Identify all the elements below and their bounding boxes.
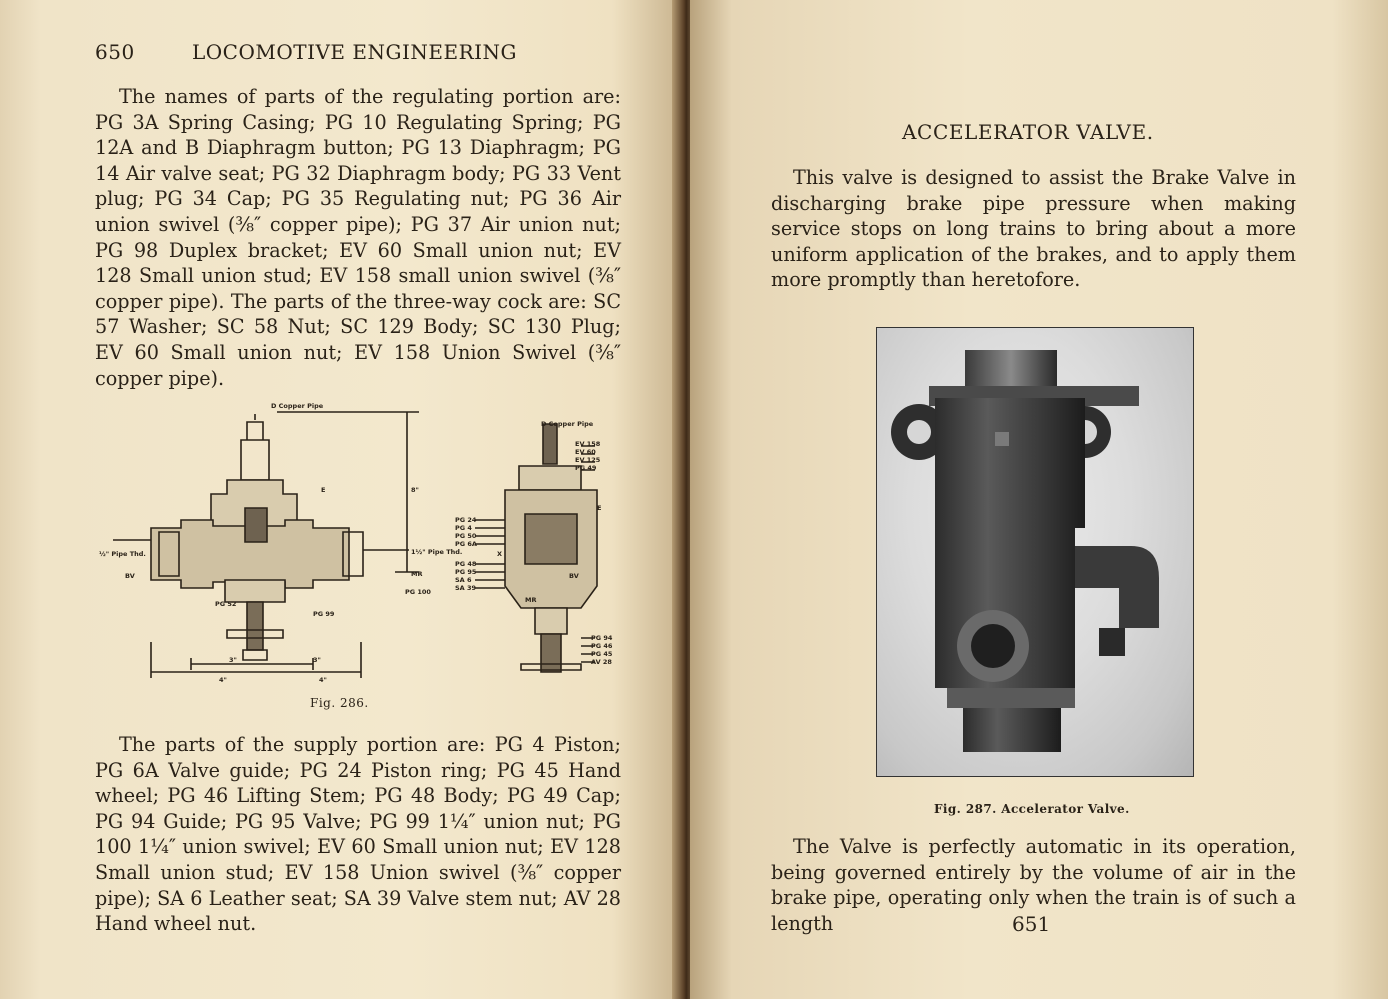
accelerator-intro-paragraph: This valve is designed to assist the Brake Valve in discharging brake pipe pressure when making service stops on long trains to bring about a more uniform application of the brakes, and to apply them more promptly than heretofore. bbox=[771, 166, 1296, 292]
running-title: LOCOMOTIVE ENGINEERING bbox=[192, 40, 518, 64]
fig-label-dim-8: 8" bbox=[411, 486, 419, 494]
figure-286-caption: Fig. 286. bbox=[310, 696, 369, 710]
fig-label-pg45: PG 45 bbox=[591, 650, 613, 658]
fig-label-mr: MR bbox=[411, 570, 423, 578]
fig-label-dim-4a: 4" bbox=[219, 676, 227, 684]
regulating-parts-paragraph: The names of parts of the regulating portion are: PG 3A Spring Casing; PG 10 Regulating Spring; PG 12A and B Diaphragm button; PG 13 Diaphragm; PG 14 Air valve seat; PG 32 Diaphragm body; PG 33 Vent plug; PG 34 Cap; PG 35 Regulating nut; PG 36 Air union swivel (⅜″ copper pipe); PG 37 Air union nut; PG 98 Duplex bracket; EV 60 Small union nut; EV 128 Small union stud; EV 158 small union swivel (⅜″ copper pipe). The parts of the three-way cock are: SC 57 Washer; SC 58 Nut; SC 129 Body; SC 130 Plug; EV 60 Small union nut; EV 158 Union Swivel (⅜″ copper pipe). bbox=[95, 85, 621, 390]
section-title: ACCELERATOR VALVE. bbox=[902, 120, 1154, 144]
figure-286-diagram bbox=[95, 396, 625, 692]
fig-label-av28: AV 28 bbox=[591, 658, 612, 666]
fig-label-sa6: SA 6 bbox=[455, 576, 472, 584]
left-page bbox=[0, 0, 680, 999]
fig-label-dim-3b: 3" bbox=[313, 656, 321, 664]
fig-label-pg50: PG 50 bbox=[455, 532, 477, 540]
fig-label-pg4: PG 4 bbox=[455, 524, 472, 532]
fig-label-pipe-tap-left: ½" Pipe Thd. bbox=[99, 550, 146, 558]
fig-label-ev158: EV 158 bbox=[575, 440, 601, 448]
fig-label-sa39: SA 39 bbox=[455, 584, 477, 592]
fig-label-pg94: PG 94 bbox=[591, 634, 613, 642]
fig-label-pg48: PG 48 bbox=[455, 560, 477, 568]
fig-label-e2: E bbox=[597, 504, 602, 512]
fig-label-bv2: BV bbox=[569, 572, 579, 580]
fig-label-dim-4b: 4" bbox=[319, 676, 327, 684]
accelerator-valve-illustration bbox=[877, 328, 1193, 776]
fig-label-e: E bbox=[321, 486, 326, 494]
left-page-number: 650 bbox=[95, 40, 135, 64]
fig-label-pipe-tap-right: 1½" Pipe Thd. bbox=[411, 548, 463, 556]
fig-label-ev125: EV 125 bbox=[575, 456, 601, 464]
right-page bbox=[690, 0, 1388, 999]
fig-label-pg52: PG 52 bbox=[215, 600, 237, 608]
accelerator-operation-paragraph: The Valve is perfectly automatic in its operation, being governed entirely by the volume of air in the brake pipe, operating only when the train is of such a length bbox=[771, 835, 1296, 935]
fig-label-pg6a: PG 6A bbox=[455, 540, 477, 548]
fig-label-bv: BV bbox=[125, 572, 135, 580]
fig-label-pg100: PG 100 bbox=[405, 588, 431, 596]
fig-label-x: X bbox=[497, 550, 503, 558]
figure-287-caption: Fig. 287. Accelerator Valve. bbox=[934, 802, 1130, 816]
fig-label-mr2: MR bbox=[525, 596, 537, 604]
figure-287-photo bbox=[876, 327, 1194, 777]
fig-label-ev60: EV 60 bbox=[575, 448, 596, 456]
fig-label-dim-3a: 3" bbox=[229, 656, 237, 664]
right-page-number: 651 bbox=[1012, 912, 1051, 936]
fig-label-pg24: PG 24 bbox=[455, 516, 477, 524]
fig-label-copper-pipe-a: D Copper Pipe bbox=[271, 402, 324, 410]
fig-label-pg46: PG 46 bbox=[591, 642, 613, 650]
fig-label-pg95: PG 95 bbox=[455, 568, 477, 576]
fig-label-pg99: PG 99 bbox=[313, 610, 335, 618]
supply-parts-paragraph: The parts of the supply portion are: PG 4 Piston; PG 6A Valve guide; PG 24 Piston ring; PG 45 Hand wheel; PG 46 Lifting Stem; PG 48 Body; PG 49 Cap; PG 94 Guide; PG 95 Valve; PG 99 1¼″ union nut; PG 100 1¼″ union swivel; EV 60 Small union nut; EV 128 Small union stud; EV 158 Union swivel (⅜″ copper pipe); SA 6 Leather seat; SA 39 Valve stem nut; AV 28 Hand wheel nut. bbox=[95, 733, 621, 936]
fig-label-pg49: PG 49 bbox=[575, 464, 597, 472]
fig-label-copper-pipe-b: D Copper Pipe bbox=[541, 420, 594, 428]
